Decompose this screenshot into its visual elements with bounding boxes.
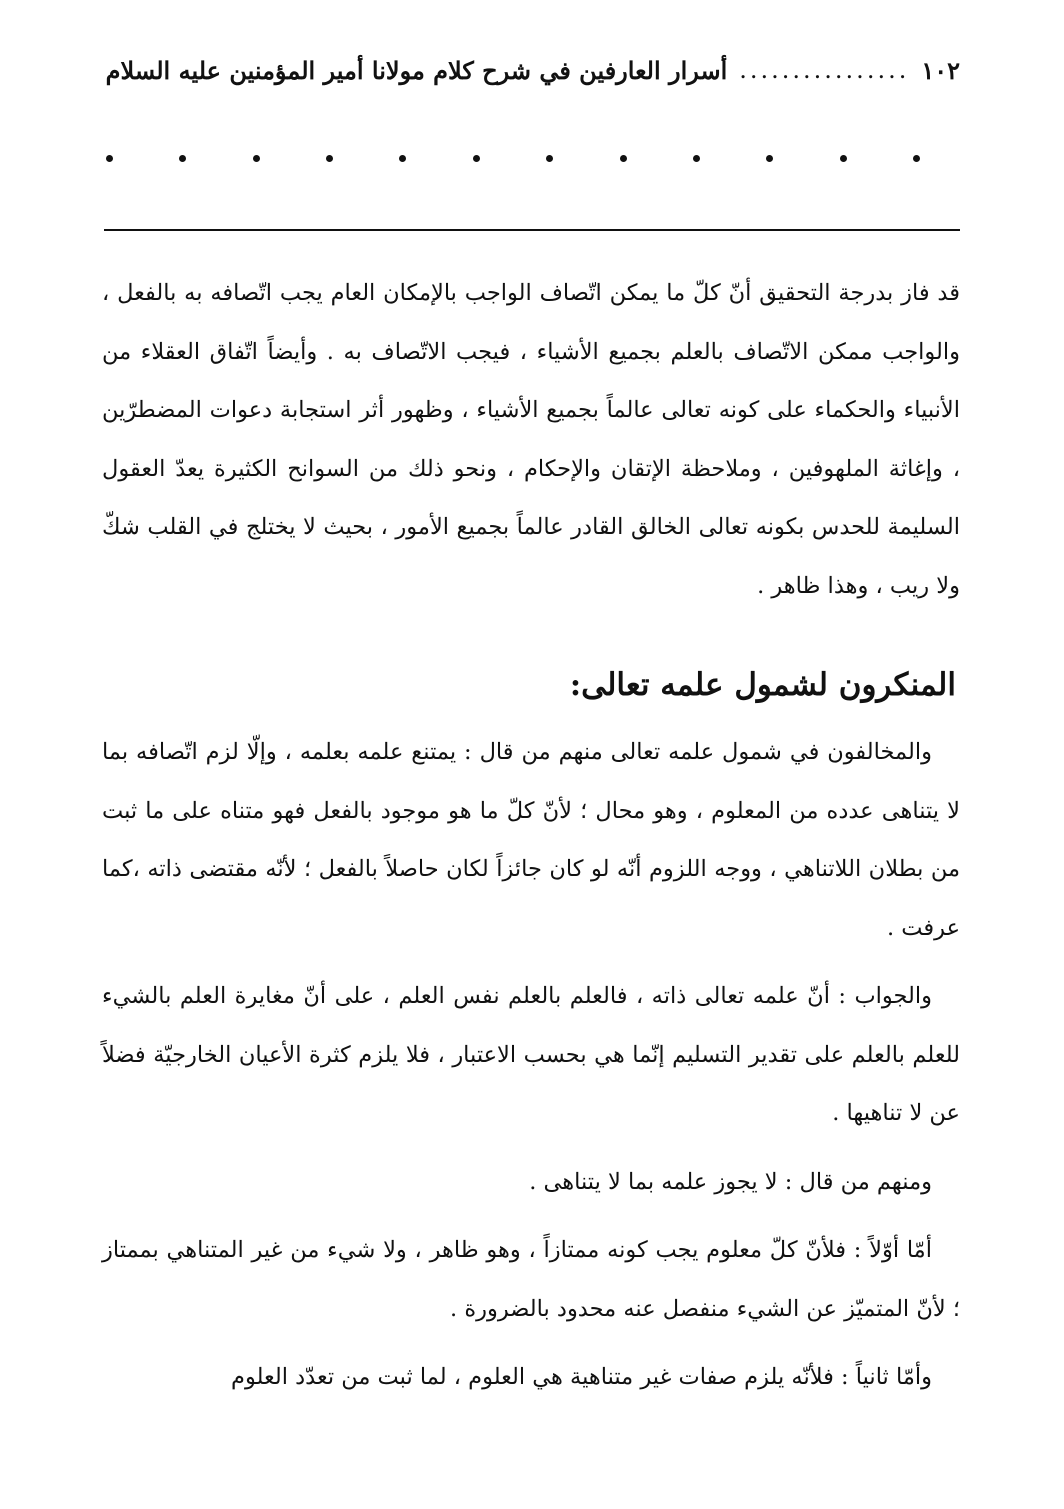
paragraph-first-argument: أمّا أوّلاً : فلأنّ كلّ معلوم يجب كونه ممتازاً ، وهو ظاهر ، ولا شيء من غير المتناهي بممتاز ؛ لأنّ المتميّز عن الشيء منفصل عنه محدود بالضرورة . — [102, 1237, 960, 1322]
omission-dot — [473, 155, 480, 162]
omission-dot — [693, 155, 700, 162]
omission-dot — [399, 155, 406, 162]
omission-dot — [840, 155, 847, 162]
omission-dot — [326, 155, 333, 162]
header-leader-dots: ................ — [739, 56, 910, 84]
omission-dot — [620, 155, 627, 162]
omission-dot — [253, 155, 260, 162]
omission-dot — [546, 155, 553, 162]
omission-dot — [106, 155, 113, 162]
omission-dot — [179, 155, 186, 162]
omission-dot — [766, 155, 773, 162]
omission-dot — [913, 155, 920, 162]
running-header — [100, 48, 960, 92]
paragraph-second-group: ومنهم من قال : لا يجوز علمه بما لا يتناهى . — [529, 1168, 932, 1195]
section-title: المنكرون لشمول علمه تعالى: — [569, 667, 956, 703]
page-number: ١٠٢ — [921, 55, 960, 85]
intro-paragraph: قد فاز بدرجة التحقيق أنّ كلّ ما يمكن اتّصاف الواجب بالإمكان العام يجب اتّصافه به بالفعل ، والواجب ممكن الاتّصاف بالعلم بجميع الأشياء ، فيجب الاتّصاف به . وأيضاً اتّفاق العقلاء من الأنبياء والحكماء على كونه تعالى عالماً بجميع الأشياء ، وظهور أثر استجابة دعوات المضطرّين ، وإغاثة الملهوفين ، وملاحظة الإتقان والإحكام ، ونحو ذلك من السوانح الكثيرة يعدّ العقول السليمة للحدس بكونه تعالى الخالق القادر عالماً بجميع الأمور ، بحيث لا يختلج في القلب شكّ ولا ريب ، وهذا ظاهر . — [102, 280, 961, 599]
header-divider — [104, 229, 960, 231]
main-text — [102, 264, 960, 1407]
paragraph-objectors: والمخالفون في شمول علمه تعالى منهم من قال : يمتنع علمه بعلمه ، وإلّا لزم اتّصافه بما لا يتناهى عدده من المعلوم ، وهو محال ؛ لأنّ كلّ ما هو موجود بالفعل فهو متناه على ما ثبت من بطلان اللاتناهي ، ووجه اللزوم أنّه لو كان جائزاً لكان حاصلاً بالفعل ؛ لأنّه مقتضى ذاته ،كما عرفت . — [102, 739, 960, 941]
omission-dots-row — [100, 138, 960, 178]
running-title: أسرار العارفين في شرح كلام مولانا أمير المؤمنين عليه السلام — [105, 55, 728, 85]
paragraph-answer: والجواب : أنّ علمه تعالى ذاته ، فالعلم بالعلم نفس العلم ، على أنّ مغايرة العلم بالشيء للعلم بالعلم على تقدير التسليم إنّما هي بحسب الاعتبار ، فلا يلزم كثرة الأعيان الخارجيّة فضلاً عن لا تناهيها . — [102, 983, 960, 1126]
paragraph-second-argument: وأمّا ثانياً : فلأنّه يلزم صفات غير متناهية هي العلوم ، لما ثبت من تعدّد العلوم — [231, 1364, 932, 1390]
